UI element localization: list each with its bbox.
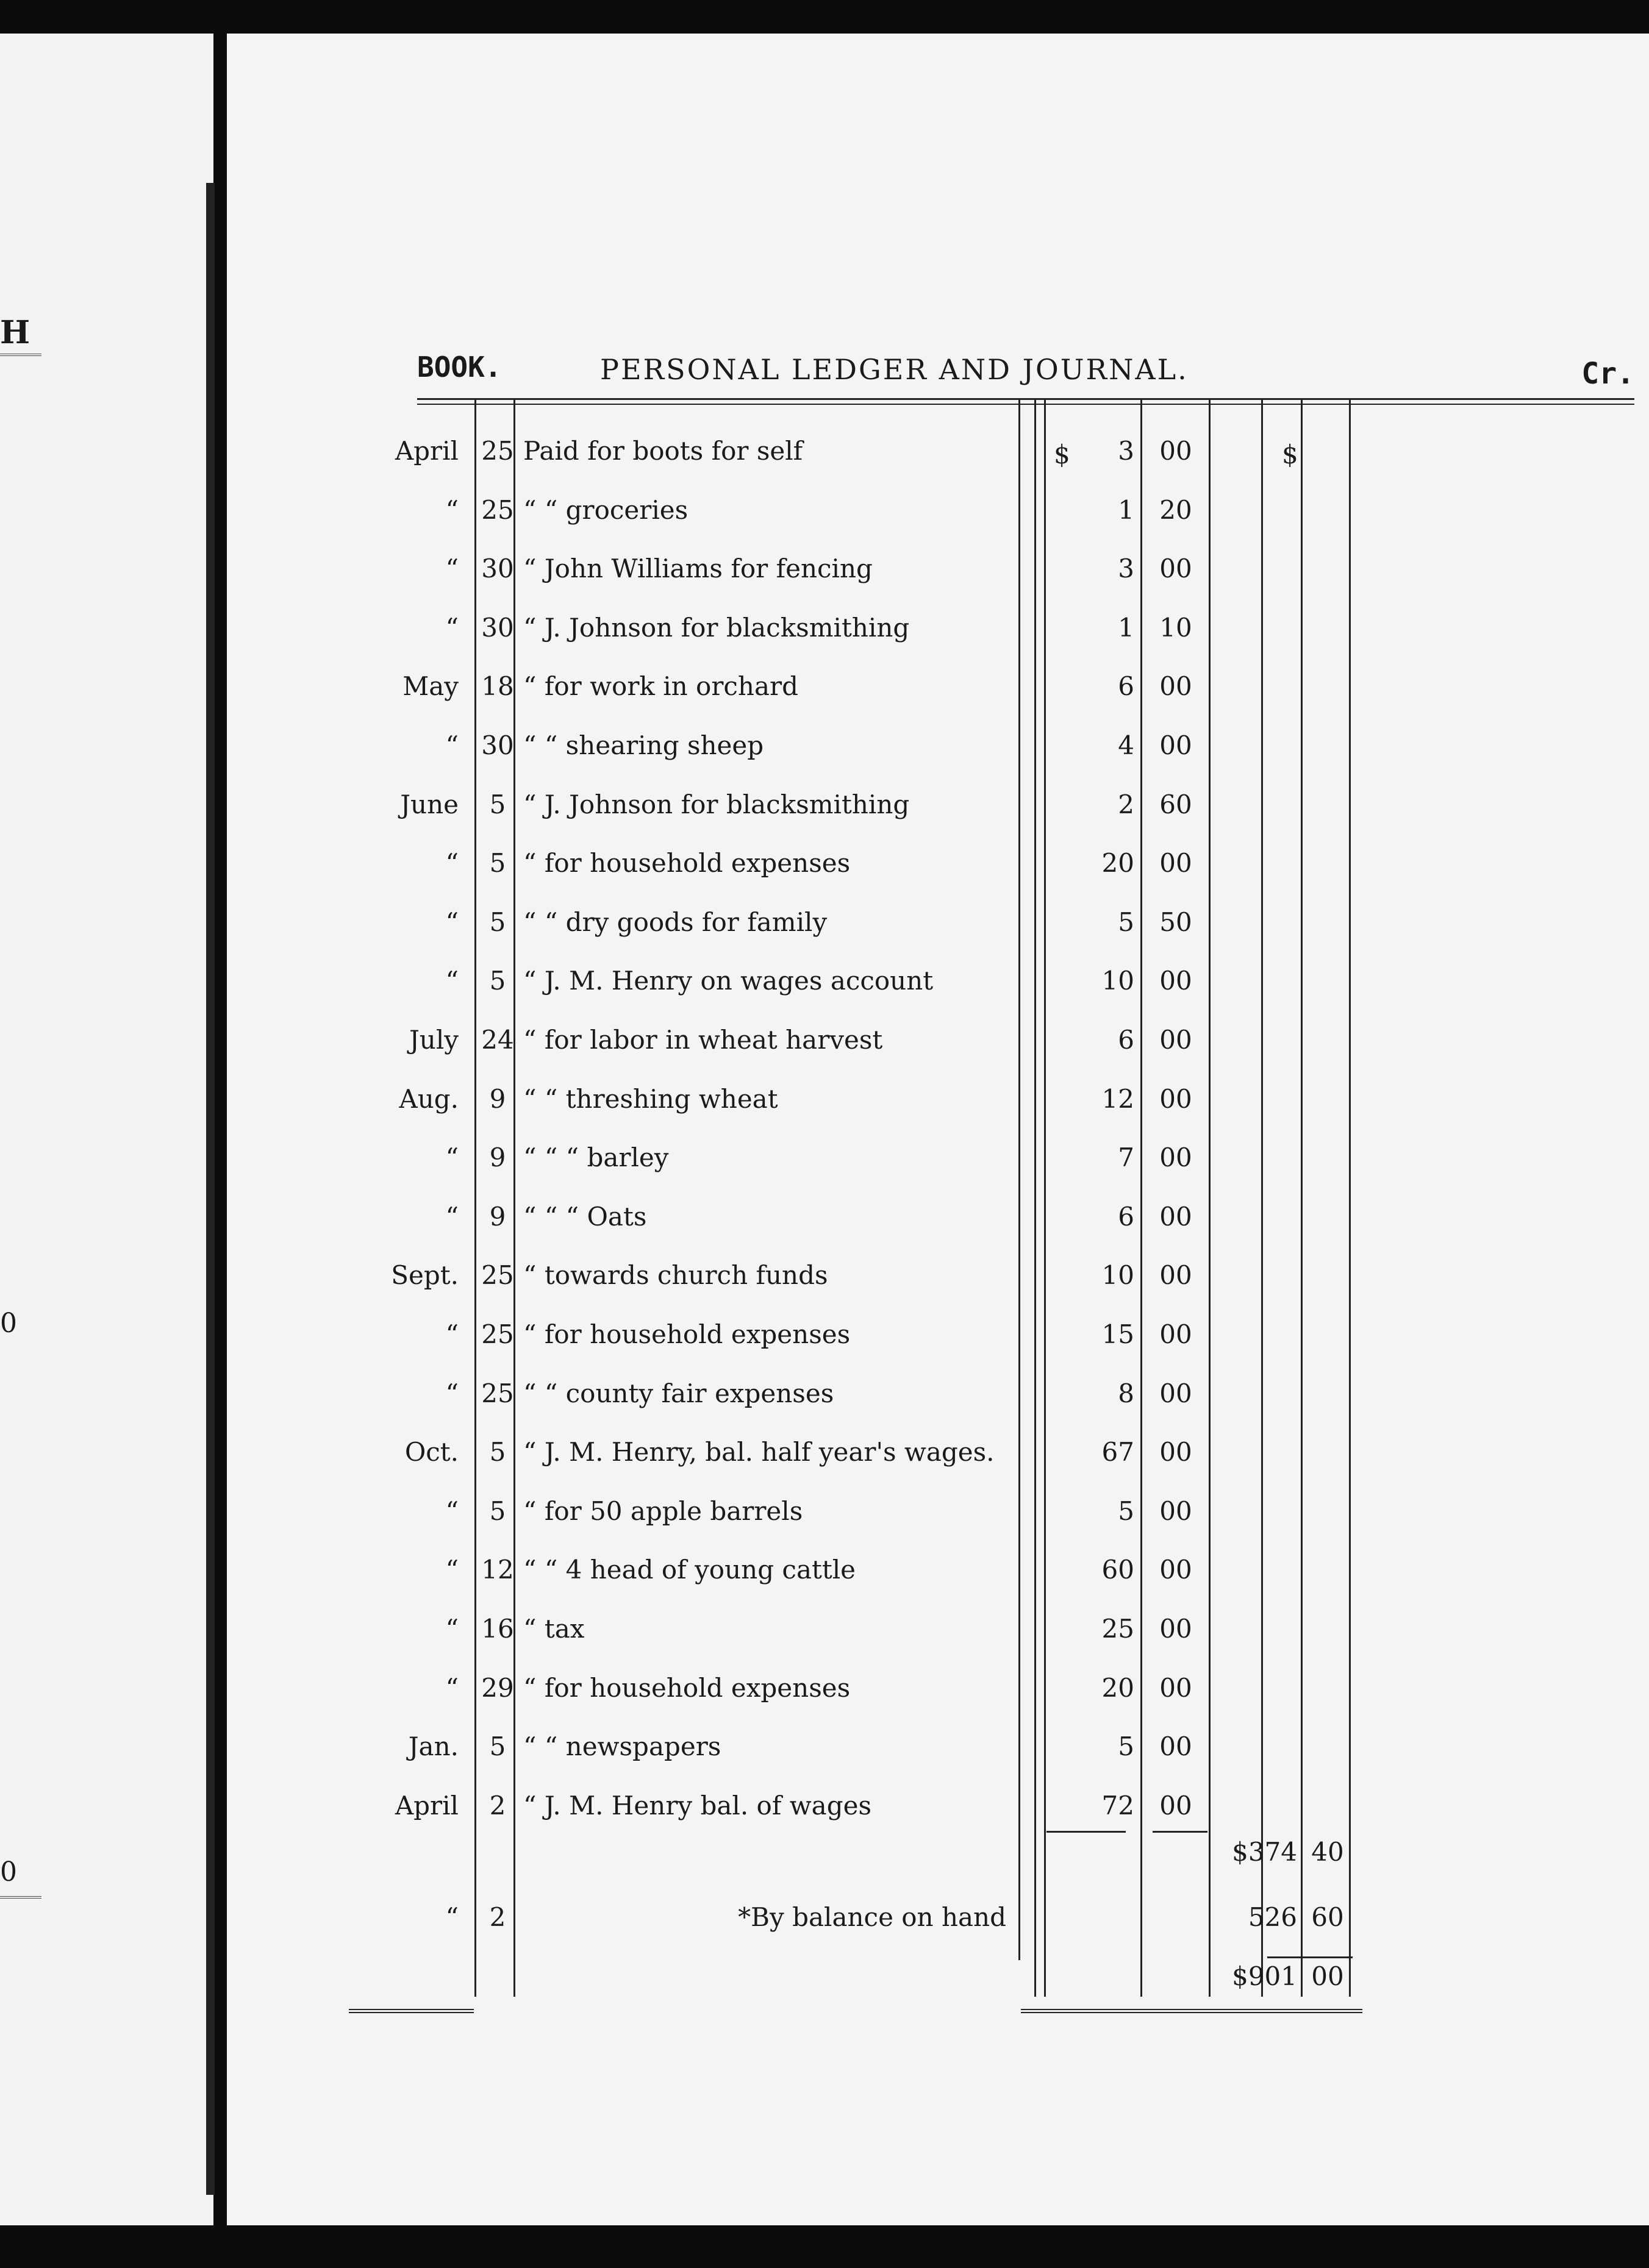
entry-dollars: 60 xyxy=(1101,1555,1134,1585)
closing-double-rule xyxy=(349,2009,474,2013)
entry-dollars: 2 xyxy=(1118,789,1134,819)
entry-day: 29 xyxy=(481,1672,514,1703)
entry-description: “ “ newspapers xyxy=(523,1731,721,1762)
entry-month: Sept. xyxy=(391,1260,459,1291)
entry-dollars: 72 xyxy=(1101,1790,1134,1820)
entry-day: 25 xyxy=(481,1378,514,1408)
column-rule xyxy=(1209,399,1211,1997)
entry-cents: 00 xyxy=(1159,1201,1192,1232)
entry-cents: 00 xyxy=(1159,1319,1192,1349)
entry-cents: 00 xyxy=(1159,1555,1192,1585)
total-dollars: $901 xyxy=(1232,1961,1297,1991)
entry-month: Aug. xyxy=(399,1083,459,1114)
entry-month: “ xyxy=(445,1201,459,1232)
entry-cents: 00 xyxy=(1159,1083,1192,1114)
entry-dollars: 5 xyxy=(1118,1496,1134,1526)
entry-month: Oct. xyxy=(404,1437,459,1467)
entry-description: “ “ 4 head of young cattle xyxy=(523,1555,856,1585)
facing-page-fragment: 0 xyxy=(0,1308,17,1339)
entry-description: “ J. M. Henry, bal. half year's wages. xyxy=(523,1437,995,1467)
entry-description: “ “ “ Oats xyxy=(523,1201,647,1232)
entry-description: “ “ county fair expenses xyxy=(523,1378,834,1408)
balance-description: *By balance on hand xyxy=(738,1902,1006,1932)
entry-cents: 00 xyxy=(1159,671,1192,702)
entry-cents: 00 xyxy=(1159,1025,1192,1055)
entry-cents: 00 xyxy=(1159,554,1192,584)
subtotal-rule xyxy=(1153,1831,1207,1833)
entry-month: “ xyxy=(445,494,459,525)
currency-symbol: $ xyxy=(1054,440,1070,469)
header-book-label: BOOK. xyxy=(417,351,502,383)
entry-dollars: 6 xyxy=(1118,1201,1134,1232)
header-rule xyxy=(417,398,1634,405)
entry-day: 30 xyxy=(481,554,514,584)
balance-month: “ xyxy=(445,1902,459,1932)
entry-dollars: 1 xyxy=(1118,494,1134,525)
subtotal-rule xyxy=(1046,1831,1126,1833)
total-cents: 00 xyxy=(1311,1961,1344,1991)
entry-cents: 00 xyxy=(1159,1614,1192,1644)
entry-cents: 50 xyxy=(1159,907,1192,937)
entry-dollars: 8 xyxy=(1118,1378,1134,1408)
entry-month: May xyxy=(402,671,459,702)
entry-day: 5 xyxy=(489,1496,506,1526)
entry-cents: 00 xyxy=(1159,1143,1192,1173)
entry-description: Paid for boots for self xyxy=(523,436,803,466)
entry-description: “ “ threshing wheat xyxy=(523,1083,778,1114)
entry-cents: 10 xyxy=(1159,612,1192,643)
column-rule xyxy=(1301,399,1303,1997)
entry-description: “ “ shearing sheep xyxy=(523,730,764,760)
balance-cents: 60 xyxy=(1311,1902,1344,1932)
balance-day: 2 xyxy=(489,1902,506,1932)
entry-dollars: 25 xyxy=(1101,1614,1134,1644)
entry-month: April xyxy=(395,436,459,466)
entry-description: “ John Williams for fencing xyxy=(523,554,873,584)
entry-day: 9 xyxy=(489,1083,506,1114)
entry-description: “ J. Johnson for blacksmithing xyxy=(523,789,910,819)
entry-cents: 00 xyxy=(1159,1378,1192,1408)
entry-dollars: 3 xyxy=(1118,436,1134,466)
entry-description: “ J. Johnson for blacksmithing xyxy=(523,612,910,643)
entry-month: April xyxy=(395,1790,459,1820)
entry-day: 12 xyxy=(481,1555,514,1585)
header-title: PERSONAL LEDGER AND JOURNAL. xyxy=(600,353,1189,386)
entry-month: “ xyxy=(445,730,459,760)
entry-cents: 00 xyxy=(1159,1672,1192,1703)
entry-day: 5 xyxy=(489,966,506,996)
entry-cents: 00 xyxy=(1159,1437,1192,1467)
entry-description: “ J. M. Henry on wages account xyxy=(523,966,934,996)
entry-cents: 00 xyxy=(1159,1790,1192,1820)
column-rule xyxy=(474,399,476,1997)
entry-dollars: 20 xyxy=(1101,1672,1134,1703)
column-rule xyxy=(1140,399,1142,1997)
entry-description: “ J. M. Henry bal. of wages xyxy=(523,1790,872,1820)
entry-day: 5 xyxy=(489,789,506,819)
entry-month: Jan. xyxy=(408,1731,459,1762)
entry-cents: 00 xyxy=(1159,1260,1192,1291)
subtotal-dollars: $374 xyxy=(1232,1837,1297,1867)
closing-double-rule xyxy=(1021,2009,1362,2013)
entry-description: “ for household expenses xyxy=(523,848,851,879)
entry-day: 25 xyxy=(481,1260,514,1291)
entry-dollars: 5 xyxy=(1118,907,1134,937)
entry-dollars: 10 xyxy=(1101,1260,1134,1291)
entry-month: “ xyxy=(445,1378,459,1408)
entry-description: “ for labor in wheat harvest xyxy=(523,1025,883,1055)
entry-description: “ for household expenses xyxy=(523,1672,851,1703)
entry-dollars: 10 xyxy=(1101,966,1134,996)
facing-page-fragment: 0 xyxy=(0,1856,17,1888)
entry-day: 25 xyxy=(481,1319,514,1349)
entry-day: 9 xyxy=(489,1143,506,1173)
subtotal-cents: 40 xyxy=(1311,1837,1344,1867)
entry-day: 30 xyxy=(481,730,514,760)
entry-month: “ xyxy=(445,848,459,879)
facing-page-fragment: H xyxy=(0,314,30,351)
entry-description: “ “ dry goods for family xyxy=(523,907,828,937)
entry-cents: 00 xyxy=(1159,1496,1192,1526)
entry-dollars: 6 xyxy=(1118,671,1134,702)
ledger-page xyxy=(227,34,1649,2225)
entry-description: “ towards church funds xyxy=(523,1260,828,1291)
entry-month: “ xyxy=(445,966,459,996)
entry-day: 5 xyxy=(489,1437,506,1467)
entry-day: 5 xyxy=(489,848,506,879)
entry-month: “ xyxy=(445,1672,459,1703)
entry-month: June xyxy=(400,789,459,819)
entry-month: “ xyxy=(445,554,459,584)
entry-month: “ xyxy=(445,1496,459,1526)
entry-month: July xyxy=(409,1025,459,1055)
entry-dollars: 4 xyxy=(1118,730,1134,760)
facing-page-rule xyxy=(0,1896,41,1899)
column-rule xyxy=(1018,399,1020,1960)
page-header xyxy=(417,314,1634,412)
column-rule xyxy=(1349,399,1351,1997)
entry-day: 5 xyxy=(489,907,506,937)
entry-cents: 00 xyxy=(1159,848,1192,879)
column-rule xyxy=(1261,399,1263,1997)
facing-page-edge xyxy=(0,34,213,2225)
entry-month: “ xyxy=(445,1143,459,1173)
entry-dollars: 5 xyxy=(1118,1731,1134,1762)
entry-dollars: 12 xyxy=(1101,1083,1134,1114)
entry-dollars: 15 xyxy=(1101,1319,1134,1349)
entry-cents: 60 xyxy=(1159,789,1192,819)
entry-description: “ tax xyxy=(523,1614,585,1644)
entry-month: “ xyxy=(445,1319,459,1349)
entry-cents: 00 xyxy=(1159,966,1192,996)
entry-day: 2 xyxy=(489,1790,506,1820)
entry-dollars: 20 xyxy=(1101,848,1134,879)
balance-dollars: 526 xyxy=(1248,1902,1297,1932)
header-credit-label: Cr. xyxy=(1581,357,1634,391)
entry-day: 5 xyxy=(489,1731,506,1762)
column-rule xyxy=(1034,399,1036,1997)
entry-cents: 00 xyxy=(1159,436,1192,466)
entry-description: “ “ groceries xyxy=(523,494,689,525)
entry-dollars: 6 xyxy=(1118,1025,1134,1055)
facing-page-rule xyxy=(0,354,41,356)
total-rule xyxy=(1308,1956,1351,1958)
entry-month: “ xyxy=(445,612,459,643)
entry-description: “ for household expenses xyxy=(523,1319,851,1349)
entry-dollars: 1 xyxy=(1118,612,1134,643)
currency-symbol: $ xyxy=(1282,440,1298,469)
entry-dollars: 3 xyxy=(1118,554,1134,584)
entry-month: “ xyxy=(445,907,459,937)
entry-cents: 00 xyxy=(1159,730,1192,760)
entry-description: “ for 50 apple barrels xyxy=(523,1496,803,1526)
entry-day: 25 xyxy=(481,494,514,525)
entry-dollars: 7 xyxy=(1118,1143,1134,1173)
entry-day: 16 xyxy=(481,1614,514,1644)
entry-description: “ for work in orchard xyxy=(523,671,798,702)
entry-cents: 00 xyxy=(1159,1731,1192,1762)
entry-month: “ xyxy=(445,1614,459,1644)
entry-month: “ xyxy=(445,1555,459,1585)
entry-day: 18 xyxy=(481,671,514,702)
entry-day: 24 xyxy=(481,1025,514,1055)
entry-dollars: 67 xyxy=(1101,1437,1134,1467)
entry-cents: 20 xyxy=(1159,494,1192,525)
book-spine xyxy=(206,183,215,2195)
entry-description: “ “ “ barley xyxy=(523,1143,669,1173)
entry-day: 9 xyxy=(489,1201,506,1232)
entry-day: 25 xyxy=(481,436,514,466)
entry-day: 30 xyxy=(481,612,514,643)
